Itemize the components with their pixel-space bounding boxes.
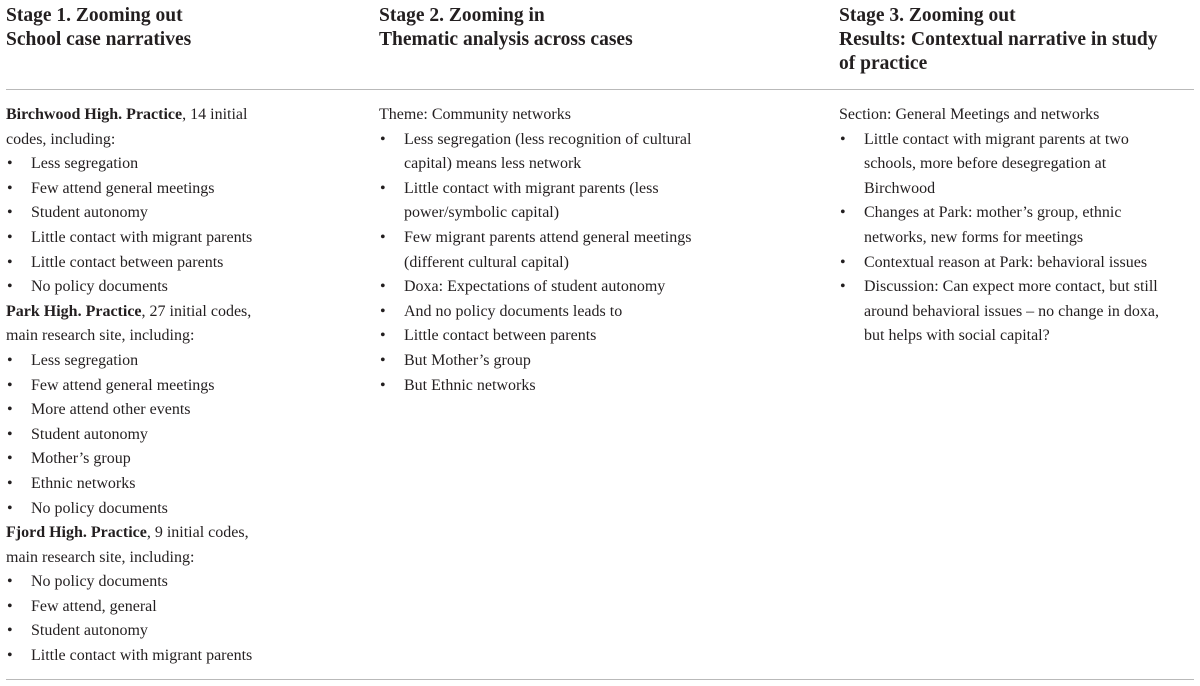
item-line: Birchwood <box>864 179 936 197</box>
code-label: No policy documents <box>31 499 168 517</box>
school-heading <box>6 521 306 546</box>
list-item <box>6 619 306 644</box>
school-fjord <box>6 521 306 669</box>
bullet-icon: • <box>380 327 386 345</box>
list-item <box>6 201 306 226</box>
header-stage-1 <box>6 4 191 52</box>
item-line: power/symbolic capital) <box>404 204 560 222</box>
bullet-icon: • <box>7 155 13 173</box>
bullet-icon: • <box>840 204 846 222</box>
list-item <box>6 251 306 276</box>
school-codes-list <box>6 570 306 668</box>
bullet-icon: • <box>7 450 13 468</box>
bullet-icon: • <box>7 573 13 591</box>
bullet-icon: • <box>7 278 13 296</box>
item-line: schools, more before desegregation at <box>864 155 1107 173</box>
code-label: No policy documents <box>31 278 168 296</box>
bullet-icon: • <box>7 351 13 369</box>
bullet-icon: • <box>7 474 13 492</box>
bullet-icon: • <box>7 622 13 640</box>
code-label: Little contact between parents <box>31 253 224 271</box>
header-stage-3-title: Stage 3. Zooming out <box>839 5 1016 26</box>
list-item <box>379 226 749 275</box>
list-item <box>6 152 306 177</box>
list-item <box>6 497 306 522</box>
school-desc-cont: main research site, including: <box>6 327 195 345</box>
list-item <box>6 570 306 595</box>
item-line: networks, new forms for meetings <box>864 228 1084 246</box>
list-item <box>379 374 749 399</box>
list-item <box>6 644 306 669</box>
item-line: Little contact between parents <box>404 327 597 345</box>
bullet-icon: • <box>840 278 846 296</box>
code-label: Little contact with migrant parents <box>31 647 253 665</box>
stage-3-column <box>839 103 1199 349</box>
code-label: More attend other events <box>31 401 191 419</box>
school-desc: , 14 initial <box>182 106 248 123</box>
table-header-row <box>6 0 1194 88</box>
bullet-icon: • <box>380 302 386 320</box>
item-line: Little contact with migrant parents at two <box>864 130 1129 148</box>
school-name: Fjord High. Practice <box>6 524 147 542</box>
code-label: Student autonomy <box>31 425 148 443</box>
bullet-icon: • <box>7 401 13 419</box>
item-line: Changes at Park: mother’s group, ethnic <box>864 204 1122 222</box>
header-divider <box>6 89 1194 90</box>
school-birchwood <box>6 103 306 300</box>
code-label: Student autonomy <box>31 622 148 640</box>
code-label: Ethnic networks <box>31 474 136 492</box>
header-stage-2 <box>379 4 633 52</box>
item-line: But Mother’s group <box>404 351 531 369</box>
list-item <box>6 398 306 423</box>
school-codes-list <box>6 152 306 300</box>
bullet-icon: • <box>7 253 13 271</box>
item-line: And no policy documents leads to <box>404 302 623 320</box>
item-line: Discussion: Can expect more contact, but still <box>864 278 1158 296</box>
code-label: Few attend general meetings <box>31 179 215 197</box>
school-desc: , 27 initial codes, <box>141 302 252 320</box>
list-item <box>379 349 749 374</box>
list-item <box>6 275 306 300</box>
school-heading <box>6 103 306 128</box>
bullet-icon: • <box>7 499 13 517</box>
list-item <box>6 177 306 202</box>
item-line: Little contact with migrant parents (less <box>404 179 659 197</box>
code-label: Few attend, general <box>31 597 157 615</box>
list-item <box>839 251 1199 276</box>
table-bottom-rule <box>6 679 1194 680</box>
code-label: No policy documents <box>31 573 168 591</box>
school-name: Birchwood High. Practice <box>6 106 183 123</box>
bullet-icon: • <box>7 597 13 615</box>
school-codes-list <box>6 349 306 521</box>
item-line: but helps with social capital? <box>864 327 1050 345</box>
item-line: Less segregation (less recognition of cultural <box>404 130 692 148</box>
school-desc-cont: main research site, including: <box>6 548 195 566</box>
section-items-list <box>839 128 1199 349</box>
code-label: Less segregation <box>31 155 139 173</box>
bullet-icon: • <box>7 179 13 197</box>
list-item <box>6 472 306 497</box>
bullet-icon: • <box>380 351 386 369</box>
item-line: capital) means less network <box>404 155 582 173</box>
list-item <box>6 374 306 399</box>
item-line: But Ethnic networks <box>404 376 536 394</box>
list-item <box>379 300 749 325</box>
school-heading <box>6 300 306 325</box>
stage-2-column <box>379 103 749 398</box>
bullet-icon: • <box>840 253 846 271</box>
theme-heading: Theme: Community networks <box>379 106 571 123</box>
header-stage-3-subtitle: Results: Contextual narrative in study <box>839 29 1158 50</box>
list-item <box>839 275 1199 349</box>
list-item <box>839 128 1199 202</box>
header-stage-2-subtitle: Thematic analysis across cases <box>379 29 633 50</box>
code-label: Few attend general meetings <box>31 376 215 394</box>
list-item <box>379 324 749 349</box>
item-line: Doxa: Expectations of student autonomy <box>404 278 666 296</box>
list-item <box>6 447 306 472</box>
school-desc-cont: codes, including: <box>6 130 116 148</box>
list-item <box>839 201 1199 250</box>
bullet-icon: • <box>7 228 13 246</box>
theme-items-list <box>379 128 749 399</box>
item-line: Few migrant parents attend general meetings <box>404 228 692 246</box>
item-line: around behavioral issues – no change in doxa, <box>864 302 1160 320</box>
bullet-icon: • <box>380 130 386 148</box>
bullet-icon: • <box>7 376 13 394</box>
stage-1-column <box>6 103 306 669</box>
list-item <box>6 595 306 620</box>
code-label: Less segregation <box>31 351 139 369</box>
section-heading: Section: General Meetings and networks <box>839 106 1100 123</box>
list-item <box>379 275 749 300</box>
bullet-icon: • <box>380 228 386 246</box>
list-item <box>6 349 306 374</box>
header-stage-3-subtitle-cont: of practice <box>839 53 928 74</box>
code-label: Little contact with migrant parents <box>31 228 253 246</box>
header-stage-1-subtitle: School case narratives <box>6 29 192 50</box>
bullet-icon: • <box>380 376 386 394</box>
bullet-icon: • <box>380 278 386 296</box>
bullet-icon: • <box>7 647 13 665</box>
stage-table <box>6 0 1194 686</box>
school-park <box>6 300 306 521</box>
bullet-icon: • <box>840 130 846 148</box>
item-line: Contextual reason at Park: behavioral issues <box>864 253 1148 271</box>
code-label: Mother’s group <box>31 450 131 468</box>
code-label: Student autonomy <box>31 204 148 222</box>
list-item <box>6 226 306 251</box>
bullet-icon: • <box>380 179 386 197</box>
bullet-icon: • <box>7 204 13 222</box>
list-item <box>6 423 306 448</box>
bullet-icon: • <box>7 425 13 443</box>
header-stage-2-title: Stage 2. Zooming in <box>379 5 545 26</box>
header-stage-1-title: Stage 1. Zooming out <box>6 5 183 26</box>
list-item <box>379 177 749 226</box>
header-stage-3 <box>839 4 1158 76</box>
list-item <box>379 128 749 177</box>
item-line: (different cultural capital) <box>404 253 569 271</box>
school-desc: , 9 initial codes, <box>146 524 249 542</box>
school-name: Park High. Practice <box>6 302 142 320</box>
